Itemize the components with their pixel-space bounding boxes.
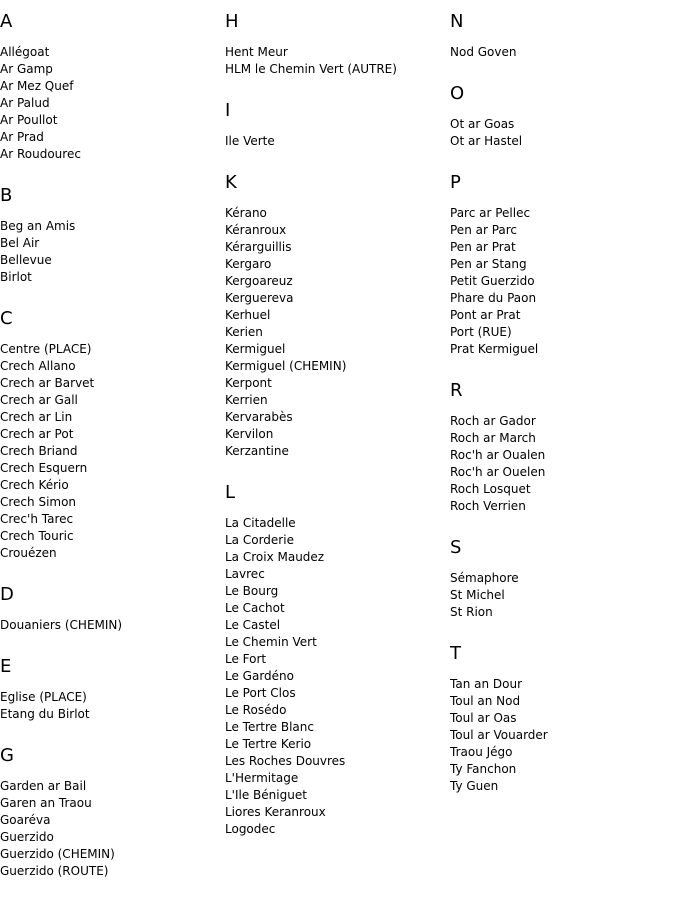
- section-spacer: [450, 515, 670, 538]
- street-list: [225, 205, 445, 460]
- street-name: Kerhuel: [225, 308, 271, 322]
- street-name: Guerzido (ROUTE): [0, 864, 109, 878]
- street-name: Ar Roudourec: [0, 147, 81, 161]
- street-name: Etang du Birlot: [0, 707, 90, 721]
- street-name: Ot ar Goas: [450, 117, 515, 131]
- street-name: Kerpont: [225, 376, 272, 390]
- street-name: Ty Fanchon: [450, 762, 517, 776]
- letter-section: [225, 12, 445, 78]
- street-name: Les Roches Douvres: [225, 754, 346, 768]
- street-name: Beg an Amis: [0, 219, 76, 233]
- street-name: Crouézen: [0, 546, 57, 560]
- letter-section: [450, 538, 670, 621]
- street-name: Hent Meur: [225, 45, 288, 59]
- street-list: [450, 116, 670, 150]
- street-name: Le Fort: [225, 652, 267, 666]
- street-name: Nod Goven: [450, 45, 517, 59]
- section-spacer: [450, 61, 670, 84]
- index-column-3: [450, 12, 670, 795]
- index-column-1: [0, 12, 220, 880]
- street-name: Traou Jégo: [450, 745, 513, 759]
- letter-section: [0, 186, 220, 286]
- street-name: Eglise (PLACE): [0, 690, 87, 704]
- street-name: Crech Kério: [0, 478, 69, 492]
- street-name: Crech Simon: [0, 495, 77, 509]
- letter-section: [0, 585, 220, 634]
- street-name: Crech Touric: [0, 529, 74, 543]
- street-name: St Michel: [450, 588, 505, 602]
- street-list: [225, 133, 445, 150]
- street-name: Liores Keranroux: [225, 805, 326, 819]
- section-spacer: [225, 150, 445, 173]
- street-name: Crech ar Barvet: [0, 376, 95, 390]
- letter-section: [225, 101, 445, 150]
- street-name: Ot ar Hastel: [450, 134, 523, 148]
- street-name: Le Rosédo: [225, 703, 287, 717]
- section-spacer: [225, 78, 445, 101]
- street-name: Le Chemin Vert: [225, 635, 317, 649]
- street-name: La Citadelle: [225, 516, 296, 530]
- street-name: Crech ar Pot: [0, 427, 74, 441]
- street-name: Kerrien: [225, 393, 268, 407]
- street-name: Kerzantine: [225, 444, 289, 458]
- street-name: La Corderie: [225, 533, 294, 547]
- letter-section: [0, 309, 220, 562]
- section-letter: A: [0, 11, 13, 32]
- street-name: Sémaphore: [450, 571, 519, 585]
- street-name: Pen ar Stang: [450, 257, 527, 271]
- section-letter: D: [0, 584, 14, 605]
- street-name: Crech Esquern: [0, 461, 88, 475]
- street-list: [450, 205, 670, 358]
- street-name: Pen ar Parc: [450, 223, 518, 237]
- street-name: Kermiguel: [225, 342, 286, 356]
- street-name: Le Port Clos: [225, 686, 296, 700]
- section-letter: C: [0, 308, 13, 329]
- section-letter: N: [450, 11, 464, 32]
- street-name: Kervilon: [225, 427, 274, 441]
- street-name: Toul ar Oas: [450, 711, 517, 725]
- street-name: Douaniers (CHEMIN): [0, 618, 123, 632]
- letter-section: [450, 12, 670, 61]
- section-letter: G: [0, 745, 14, 766]
- street-name: Kérano: [225, 206, 267, 220]
- street-name: Ile Verte: [225, 134, 275, 148]
- street-list: [225, 515, 445, 838]
- street-name: Petit Guerzido: [450, 274, 535, 288]
- street-name: Logodec: [225, 822, 276, 836]
- section-spacer: [0, 723, 220, 746]
- street-list: [0, 778, 220, 880]
- street-name: Ar Palud: [0, 96, 50, 110]
- street-name: Crech ar Lin: [0, 410, 73, 424]
- street-name: Kérarguillis: [225, 240, 292, 254]
- letter-section: [450, 84, 670, 150]
- street-name: Ar Mez Quef: [0, 79, 74, 93]
- street-name: Guerzido (CHEMIN): [0, 847, 115, 861]
- section-spacer: [0, 562, 220, 585]
- street-name: Bel Air: [0, 236, 40, 250]
- street-list: [450, 44, 670, 61]
- letter-section: [450, 173, 670, 358]
- street-name: Ar Prad: [0, 130, 44, 144]
- street-name: Prat Kermiguel: [450, 342, 539, 356]
- street-name: Roch ar Gador: [450, 414, 536, 428]
- street-list: [450, 570, 670, 621]
- street-name: Ty Guen: [450, 779, 499, 793]
- street-name: La Croix Maudez: [225, 550, 325, 564]
- section-letter: O: [450, 83, 465, 104]
- street-list: [450, 676, 670, 795]
- section-spacer: [450, 621, 670, 644]
- letter-section: [225, 483, 445, 838]
- street-name: HLM le Chemin Vert (AUTRE): [225, 62, 397, 76]
- street-name: Parc ar Pellec: [450, 206, 531, 220]
- letter-section: [450, 381, 670, 515]
- street-name: St Rion: [450, 605, 493, 619]
- street-name: Roc'h ar Ouelen: [450, 465, 546, 479]
- street-name: Kergaro: [225, 257, 272, 271]
- street-name: Pen ar Prat: [450, 240, 516, 254]
- letter-section: [0, 746, 220, 880]
- street-name: Guerzido: [0, 830, 54, 844]
- street-name: Roch Losquet: [450, 482, 531, 496]
- street-name: Goaréva: [0, 813, 51, 827]
- street-list: [0, 44, 220, 163]
- street-name: Phare du Paon: [450, 291, 537, 305]
- street-name: Kervarabès: [225, 410, 293, 424]
- street-list: [225, 44, 445, 78]
- street-name: Crec'h Tarec: [0, 512, 74, 526]
- street-name: Kéranroux: [225, 223, 287, 237]
- street-list: [0, 341, 220, 562]
- street-list: [0, 218, 220, 286]
- section-spacer: [0, 634, 220, 657]
- street-name: Centre (PLACE): [0, 342, 92, 356]
- street-name: Tan an Dour: [450, 677, 523, 691]
- section-letter: P: [450, 172, 461, 193]
- section-letter: H: [225, 11, 239, 32]
- street-name: Le Bourg: [225, 584, 279, 598]
- street-name: Toul an Nod: [450, 694, 521, 708]
- street-name: Allégoat: [0, 45, 50, 59]
- section-spacer: [0, 163, 220, 186]
- street-name: Le Cachot: [225, 601, 285, 615]
- street-name: L'Ile Béniguet: [225, 788, 307, 802]
- street-name: Crech ar Gall: [0, 393, 78, 407]
- street-list: [0, 689, 220, 723]
- street-name: Crech Allano: [0, 359, 76, 373]
- street-name: Kerien: [225, 325, 263, 339]
- section-letter: B: [0, 185, 13, 206]
- street-name: Le Tertre Kerio: [225, 737, 312, 751]
- street-list: [0, 617, 220, 634]
- street-name: Kermiguel (CHEMIN): [225, 359, 347, 373]
- section-spacer: [450, 358, 670, 381]
- street-name: Le Castel: [225, 618, 281, 632]
- index-column-2: [225, 12, 445, 838]
- section-letter: L: [225, 482, 236, 503]
- letter-section: [0, 657, 220, 723]
- section-letter: E: [0, 656, 12, 677]
- street-name: Ar Gamp: [0, 62, 53, 76]
- section-spacer: [450, 150, 670, 173]
- street-name: Garen an Traou: [0, 796, 92, 810]
- street-name: Roc'h ar Oualen: [450, 448, 546, 462]
- letter-section: [225, 173, 445, 460]
- street-name: Lavrec: [225, 567, 265, 581]
- section-letter: R: [450, 380, 463, 401]
- section-spacer: [0, 286, 220, 309]
- street-list: [450, 413, 670, 515]
- street-name: Port (RUE): [450, 325, 512, 339]
- street-name: Ar Poullot: [0, 113, 58, 127]
- section-letter: I: [225, 100, 231, 121]
- street-name: Kerguereva: [225, 291, 294, 305]
- section-spacer: [225, 460, 445, 483]
- street-name: Pont ar Prat: [450, 308, 521, 322]
- street-name: Toul ar Vouarder: [450, 728, 548, 742]
- street-name: Roch ar March: [450, 431, 536, 445]
- section-letter: K: [225, 172, 237, 193]
- street-name: Le Tertre Blanc: [225, 720, 314, 734]
- street-name: Le Gardéno: [225, 669, 294, 683]
- street-name: Kergoareuz: [225, 274, 293, 288]
- section-letter: T: [450, 643, 461, 664]
- letter-section: [450, 644, 670, 795]
- street-name: Birlot: [0, 270, 32, 284]
- street-name: Garden ar Bail: [0, 779, 87, 793]
- street-name: Crech Briand: [0, 444, 78, 458]
- street-name: Roch Verrien: [450, 499, 526, 513]
- street-name: L'Hermitage: [225, 771, 299, 785]
- street-name: Bellevue: [0, 253, 52, 267]
- letter-section: [0, 12, 220, 163]
- section-letter: S: [450, 537, 462, 558]
